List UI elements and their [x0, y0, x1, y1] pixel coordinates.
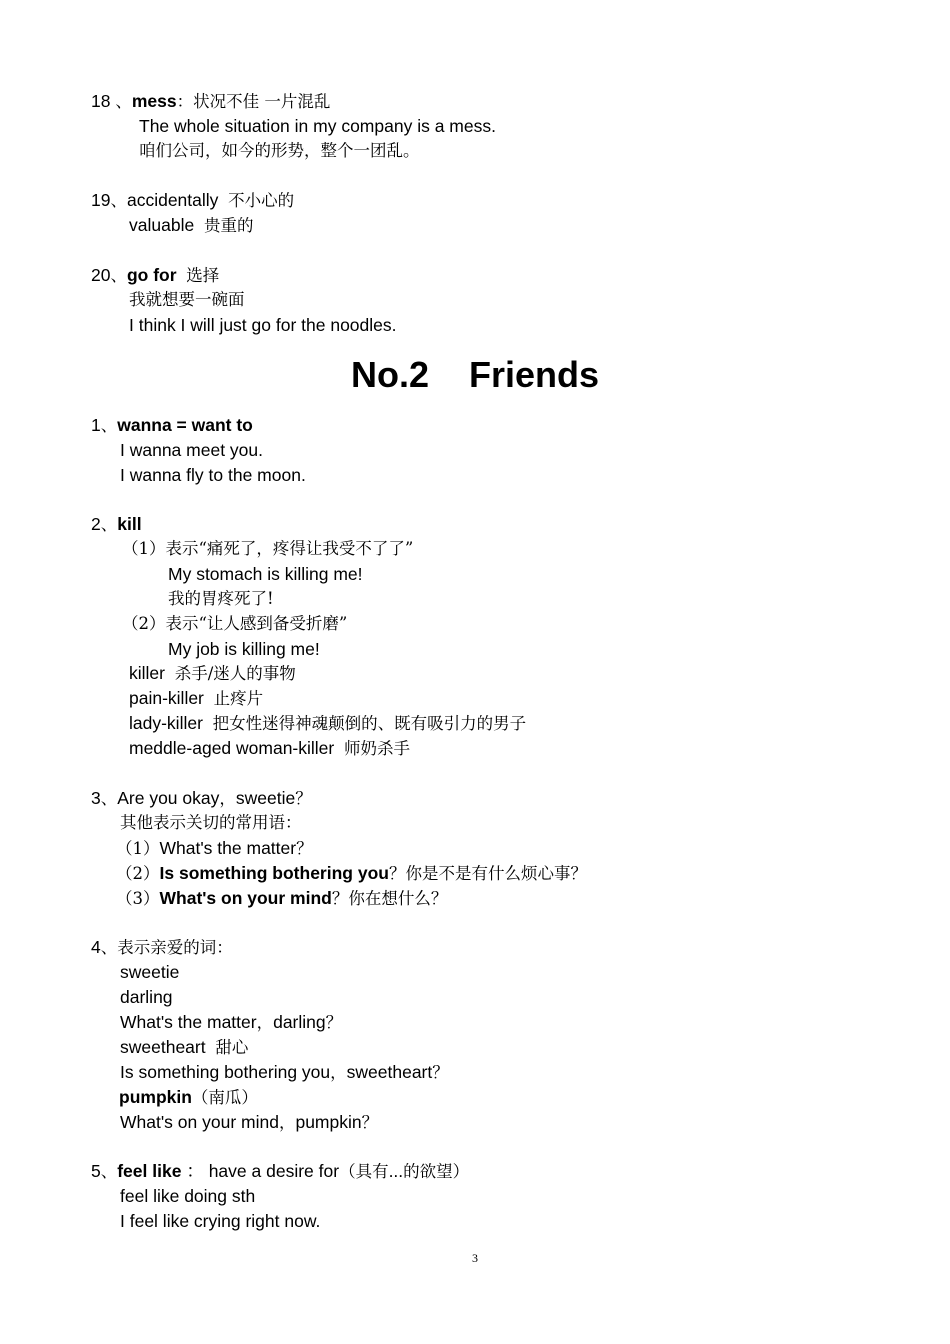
item-4-sweetie: sweetie: [120, 962, 180, 982]
term-feel-like: feel like: [117, 1161, 182, 1181]
item-2-sub-2-en: My job is killing me!: [168, 639, 320, 659]
item-2-lady-killer: lady-killer 把女性迷得神魂颠倒的、既有吸引力的男子: [129, 713, 527, 733]
item-4-header: 4、表示亲爱的词：: [91, 937, 233, 957]
item-4-sentence-1: What's the matter，darling？: [120, 1012, 343, 1032]
item-2-sub-1-zh: 我的胃疼死了!: [168, 589, 274, 608]
item-5-header: 5、feel like ： have a desire for（具有...的欲望）: [91, 1161, 470, 1181]
item-3-phrase-2: （2）Is something bothering you？你是不是有什么烦心事？: [116, 863, 587, 883]
item-2-sub-1-en: My stomach is killing me!: [168, 564, 363, 584]
item-2-sub-1: （1）表示“痛死了，疼得让我受不了了”: [122, 539, 414, 558]
item-18-example-en: The whole situation in my company is a mess.: [139, 116, 496, 136]
item-2-sub-2: （2）表示“让人感到备受折磨”: [122, 614, 348, 633]
item-4-sentence-2: Is something bothering you，sweetheart？: [120, 1062, 449, 1082]
term-mess: mess: [131, 91, 177, 111]
term-wanna: wanna = want to: [117, 415, 253, 435]
item-4-sentence-3: What's on your mind，pumpkin？: [120, 1112, 379, 1132]
item-4-pumpkin: pumpkin（南瓜）: [119, 1087, 258, 1107]
item-19-header: 19、accidentally 不小心的: [91, 190, 295, 210]
item-2-pain-killer: pain-killer 止疼片: [129, 688, 264, 708]
term-kill: kill: [117, 514, 142, 534]
item-1-example-1: I wanna meet you.: [120, 440, 263, 460]
item-2-header: 2、kill: [91, 514, 142, 534]
item-18-header: 18 、mess：状况不佳 一片混乱: [91, 91, 331, 111]
page-number: 3: [472, 1251, 478, 1265]
item-3-phrase-3: （3）What's on your mind？你在想什么？: [116, 888, 448, 908]
section-heading: No.2 Friends: [350, 354, 600, 395]
item-4-sweetheart: sweetheart 甜心: [120, 1037, 249, 1057]
item-5-example: I feel like crying right now.: [120, 1211, 321, 1231]
item-2-killer: killer 杀手/迷人的事物: [129, 663, 296, 683]
item-2-woman-killer: meddle-aged woman-killer 师奶杀手: [129, 738, 410, 758]
item-3-intro: 其他表示关切的常用语：: [120, 813, 302, 832]
item-4-darling: darling: [120, 987, 173, 1007]
item-5-usage: feel like doing sth: [120, 1186, 256, 1206]
item-1-example-2: I wanna fly to the moon.: [120, 465, 306, 485]
item-18-example-zh: 咱们公司，如今的形势，整个一团乱。: [139, 141, 420, 160]
item-3-phrase-1: （1）What's the matter？: [116, 838, 313, 858]
term-go-for: go for: [126, 265, 177, 285]
item-20-example-en: I think I will just go for the noodles.: [129, 315, 397, 335]
item-20-example-zh: 我就想要一碗面: [129, 290, 245, 309]
item-20-header: 20、go for 选择: [91, 265, 220, 285]
item-3-header: 3、Are you okay，sweetie？: [91, 788, 312, 808]
item-1-header: 1、wanna = want to: [91, 415, 253, 435]
item-19-valuable: valuable 贵重的: [129, 215, 254, 235]
term-accidentally: accidentally: [126, 190, 219, 210]
